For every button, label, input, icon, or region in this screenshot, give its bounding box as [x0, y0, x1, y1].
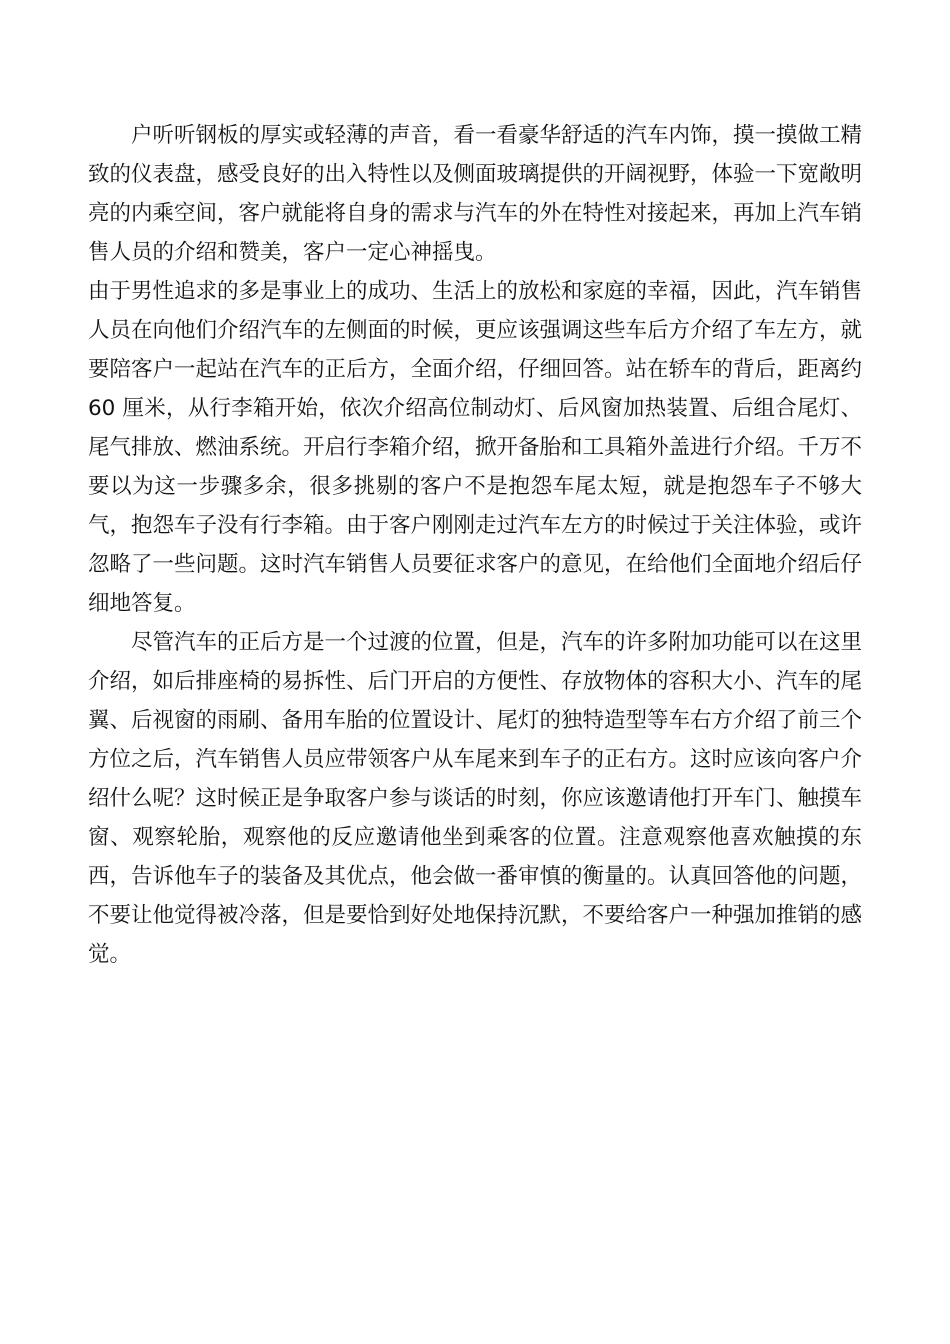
paragraph-3: 尽管汽车的正后方是一个过渡的位置，但是，汽车的许多附加功能可以在这里介绍，如后排座椅的易拆性、后门开启的方便性、存放物体的容积大小、汽车的尾翼、后视窗的雨刷、备用车胎的位置设计、尾灯的独特造型等车右方介绍了前三个方位之后，汽车销售人员应带领客户从车尾来到车子的正右方。这时应该向客户介绍什么呢？这时候正是争取客户参与谈话的时刻，你应该邀请他打开车门、触摸车窗、观察轮胎，观察他的反应邀请他坐到乘客的位置。注意观察他喜欢触摸的东西，告诉他车子的装备及其优点，他会做一番审慎的衡量的。认真回答他的问题，不要让他觉得被冷落，但是要恰到好处地保持沉默，不要给客户一种强加推销的感觉。	[88, 630, 863, 967]
document-body	[88, 116, 862, 974]
paragraph-1: 户听听钢板的厚实或轻薄的声音，看一看豪华舒适的汽车内饰，摸一摸做工精致的仪表盘，感受良好的出入特性以及侧面玻璃提供的开阔视野，体验一下宽敞明亮的内乘空间，客户就能将自身的需求与汽车的外在特性对接起来，再加上汽车销售人员的介绍和赞美，客户一定心神摇曳。	[88, 123, 863, 265]
paragraph-2: 由于男性追求的多是事业上的成功、生活上的放松和家庭的幸福，因此，汽车销售人员在向他们介绍汽车的左侧面的时候，更应该强调这些车后方介绍了车左方，就要陪客户一起站在汽车的正后方，全面介绍，仔细回答。站在轿车的背后，距离约 60 厘米，从行李箱开始，依次介绍高位制动灯、后风窗加热装置、后组合尾灯、尾气排放、燃油系统。开启行李箱介绍，掀开备胎和工具箱外盖进行介绍。千万不要以为这一步骤多余，很多挑剔的客户不是抱怨车尾太短，就是抱怨车子不够大气，抱怨车子没有行李箱。由于客户刚刚走过汽车左方的时候过于关注体验，或许忽略了一些问题。这时汽车销售人员要征求客户的意见，在给他们全面地介绍后仔细地答复。	[88, 279, 863, 616]
